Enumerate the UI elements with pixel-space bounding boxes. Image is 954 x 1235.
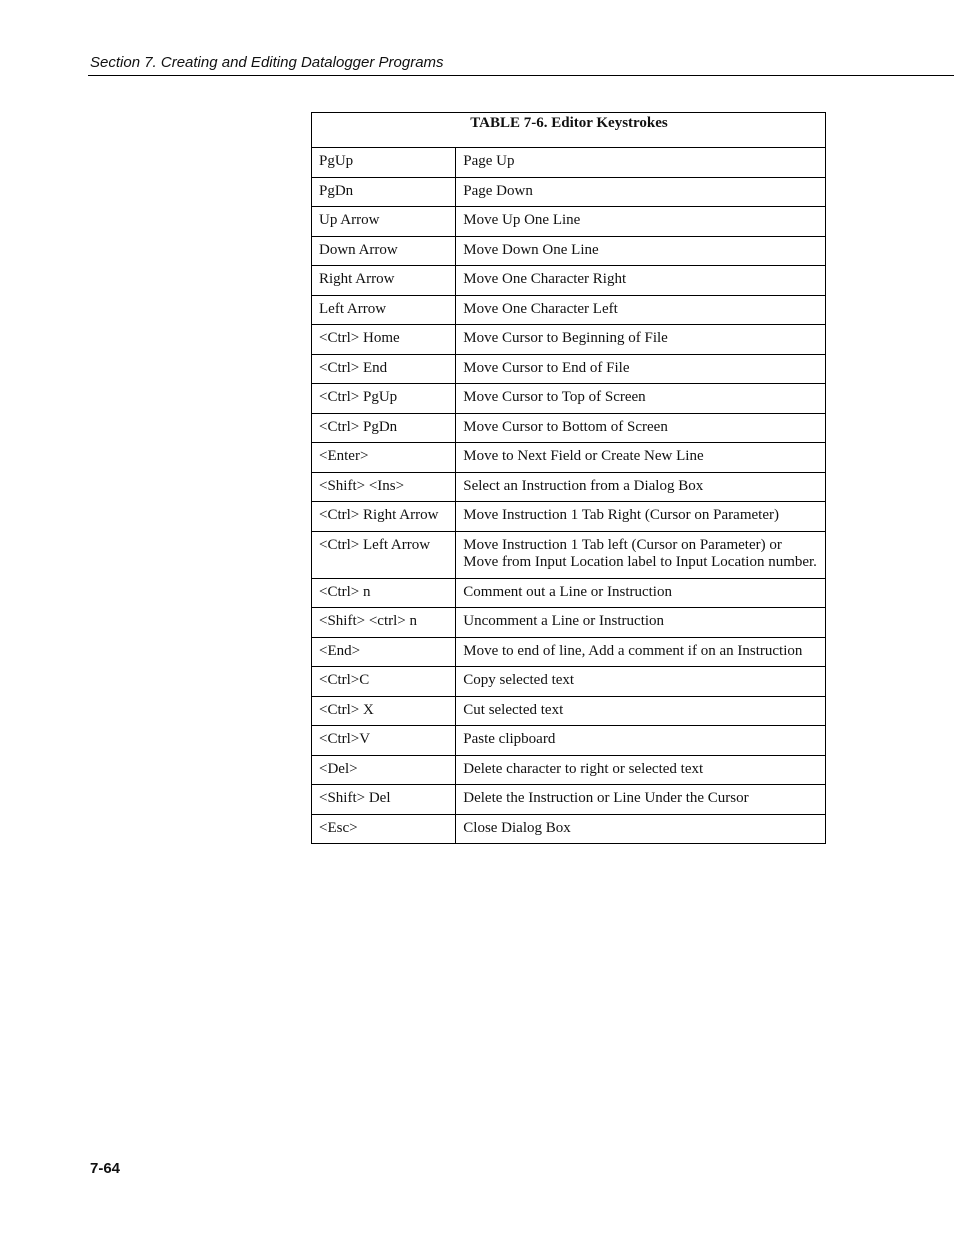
- table-row: [312, 207, 826, 237]
- running-header: Section 7. Creating and Editing Datalogger Programs: [90, 54, 444, 71]
- table-row: [312, 608, 826, 638]
- table-caption-row: [312, 113, 826, 148]
- keystroke-cell: <Ctrl> X: [312, 696, 456, 726]
- action-cell: Move Instruction 1 Tab Right (Cursor on Parameter): [456, 502, 826, 532]
- action-cell: Select an Instruction from a Dialog Box: [456, 472, 826, 502]
- table-row: [312, 472, 826, 502]
- table-row: [312, 236, 826, 266]
- table-row: [312, 502, 826, 532]
- table-row: [312, 667, 826, 697]
- keystroke-cell: PgDn: [312, 177, 456, 207]
- keystroke-cell: <Esc>: [312, 814, 456, 844]
- action-cell: Uncomment a Line or Instruction: [456, 608, 826, 638]
- keystroke-cell: <Ctrl>V: [312, 726, 456, 756]
- action-cell: Move Cursor to Bottom of Screen: [456, 413, 826, 443]
- action-cell: Move One Character Right: [456, 266, 826, 296]
- keystroke-cell: <Del>: [312, 755, 456, 785]
- table-row: [312, 755, 826, 785]
- table-body: [312, 148, 826, 844]
- keystroke-cell: <Enter>: [312, 443, 456, 473]
- table-row: [312, 177, 826, 207]
- keystroke-cell: <Shift> <Ins>: [312, 472, 456, 502]
- action-cell: Close Dialog Box: [456, 814, 826, 844]
- table-row: [312, 637, 826, 667]
- keystroke-cell: <Ctrl> Home: [312, 325, 456, 355]
- keystroke-cell: <Shift> Del: [312, 785, 456, 815]
- action-cell: Cut selected text: [456, 696, 826, 726]
- action-cell: Comment out a Line or Instruction: [456, 578, 826, 608]
- action-cell: Page Down: [456, 177, 826, 207]
- header-rule: [88, 75, 954, 76]
- table-row: [312, 578, 826, 608]
- action-cell: Move to Next Field or Create New Line: [456, 443, 826, 473]
- action-cell: Paste clipboard: [456, 726, 826, 756]
- action-cell: Page Up: [456, 148, 826, 178]
- action-cell: Move Up One Line: [456, 207, 826, 237]
- action-cell: Copy selected text: [456, 667, 826, 697]
- table-caption: TABLE 7-6. Editor Keystrokes: [312, 113, 826, 148]
- keystroke-cell: <End>: [312, 637, 456, 667]
- keystroke-cell: <Ctrl> n: [312, 578, 456, 608]
- action-cell: Move Cursor to Beginning of File: [456, 325, 826, 355]
- keystroke-cell: <Ctrl> End: [312, 354, 456, 384]
- action-cell: Move Cursor to End of File: [456, 354, 826, 384]
- table-row: [312, 354, 826, 384]
- keystroke-cell: <Ctrl> PgDn: [312, 413, 456, 443]
- table-row: [312, 443, 826, 473]
- table-row: [312, 785, 826, 815]
- keystroke-cell: Left Arrow: [312, 295, 456, 325]
- table-row: [312, 531, 826, 578]
- table-row: [312, 148, 826, 178]
- keystroke-cell: Down Arrow: [312, 236, 456, 266]
- table-row: [312, 814, 826, 844]
- table-row: [312, 325, 826, 355]
- keystroke-cell: PgUp: [312, 148, 456, 178]
- action-cell: Delete the Instruction or Line Under the Cursor: [456, 785, 826, 815]
- page-number: 7-64: [90, 1160, 121, 1177]
- keystroke-cell: Up Arrow: [312, 207, 456, 237]
- table-row: [312, 726, 826, 756]
- table-row: [312, 413, 826, 443]
- editor-keystrokes-table: [311, 112, 826, 844]
- keystroke-cell: <Ctrl> Right Arrow: [312, 502, 456, 532]
- keystroke-cell: <Ctrl> PgUp: [312, 384, 456, 414]
- keystroke-cell: Right Arrow: [312, 266, 456, 296]
- action-cell: Move Instruction 1 Tab left (Cursor on Parameter) or Move from Input Location label to Input Location number.: [456, 531, 826, 578]
- keystroke-cell: <Shift> <ctrl> n: [312, 608, 456, 638]
- action-cell: Move Cursor to Top of Screen: [456, 384, 826, 414]
- action-cell: Delete character to right or selected text: [456, 755, 826, 785]
- action-cell: Move Down One Line: [456, 236, 826, 266]
- table-row: [312, 266, 826, 296]
- action-cell: Move to end of line, Add a comment if on an Instruction: [456, 637, 826, 667]
- table-row: [312, 696, 826, 726]
- table-row: [312, 384, 826, 414]
- table-row: [312, 295, 826, 325]
- keystroke-cell: <Ctrl> Left Arrow: [312, 531, 456, 578]
- keystroke-cell: <Ctrl>C: [312, 667, 456, 697]
- action-cell: Move One Character Left: [456, 295, 826, 325]
